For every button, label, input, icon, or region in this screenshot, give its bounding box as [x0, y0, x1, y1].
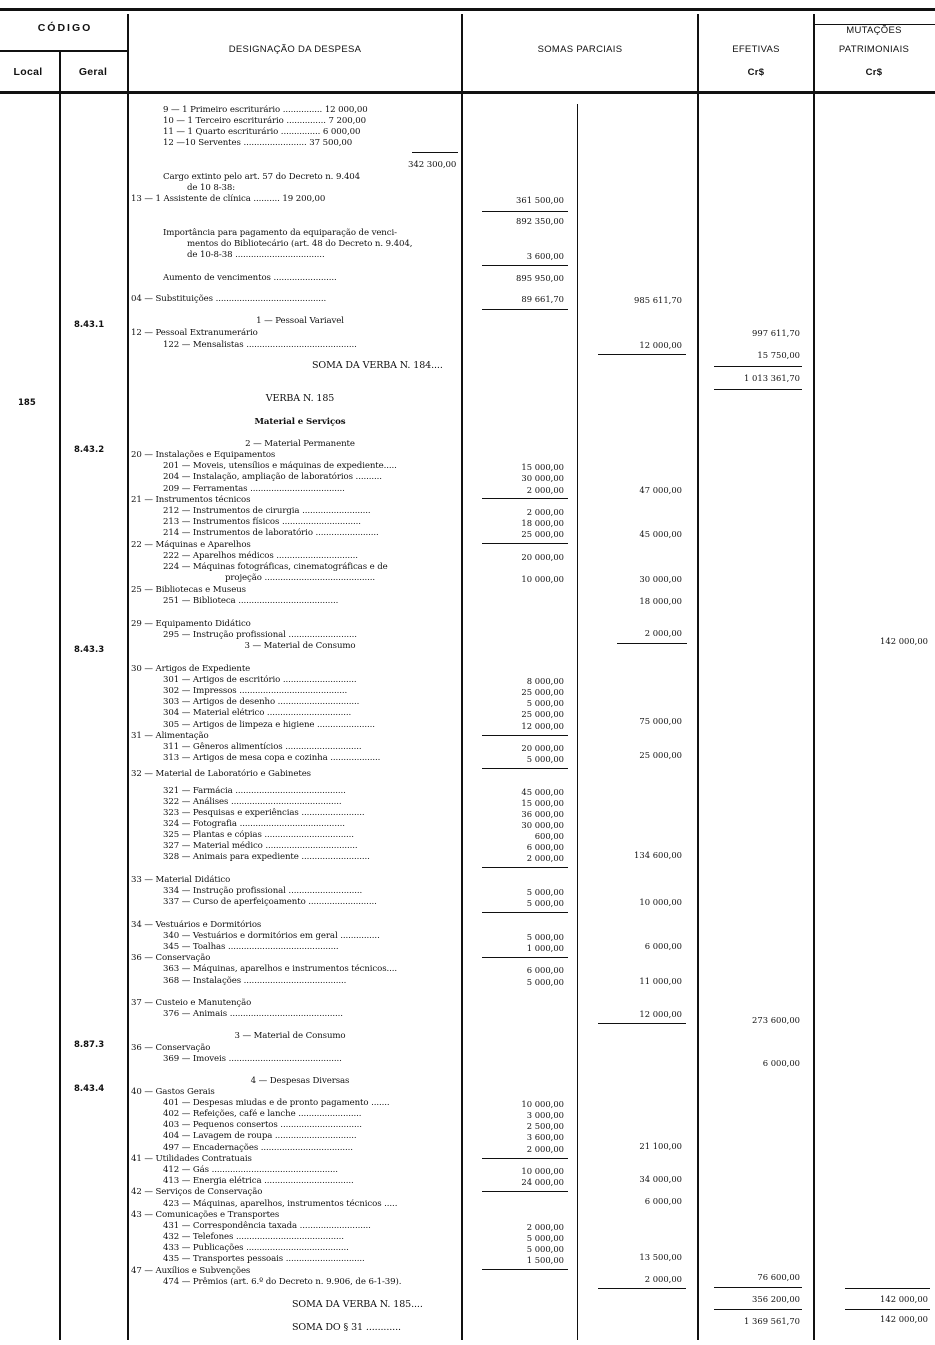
parcial-value: 2 000,00 — [526, 507, 564, 517]
line-item: 42 — Serviços de Conservação — [131, 1187, 263, 1197]
line-item: Aumento de vencimentos ........................ — [163, 273, 337, 283]
line-item: projeção .......................................... — [225, 573, 376, 583]
header-local: Local — [13, 66, 43, 78]
parcial-rule — [482, 735, 568, 736]
parcial-value: 6 000,00 — [526, 842, 564, 852]
line-item: 340 — Vestuários e dormitórios em geral ............... — [163, 931, 380, 941]
parcial-value: 1 500,00 — [526, 1255, 564, 1265]
line-item: Cargo extinto pelo art. 57 do Decreto n. 9.404 — [163, 172, 361, 182]
line-item: 12 — Pessoal Extranumerário — [131, 328, 258, 338]
line-item: 474 — Prêmios (art. 6.º do Decreto n. 9.906, de 6-1-39). — [163, 1277, 402, 1287]
header-efetivas-unit: Cr$ — [747, 67, 765, 78]
line-item: 122 — Mensalistas .......................................... — [163, 340, 357, 350]
line-item: 301 — Artigos de escritório ............................ — [163, 675, 357, 685]
parcial-value: 361 500,00 — [516, 195, 564, 205]
line-item: 423 — Máquinas, aparelhos, instrumentos técnicos ..... — [163, 1199, 398, 1209]
geral-code: 8.87.3 — [74, 1040, 105, 1050]
line-item: 22 — Máquinas e Aparelhos — [131, 540, 251, 550]
parcial-value: 895 950,00 — [516, 273, 564, 283]
efetiva-rule — [714, 1309, 802, 1310]
parcial-value: 5 000,00 — [526, 977, 564, 987]
line-item: 29 — Equipamento Didático — [131, 619, 251, 629]
subtotal-value: 34 000,00 — [639, 1174, 682, 1184]
subtotal-value: 2 000,00 — [644, 1274, 682, 1284]
parcial-rule — [482, 211, 568, 212]
col-sep-somas-efetivas — [697, 14, 699, 1340]
parcial-value: 36 000,00 — [521, 809, 564, 819]
line-item: 401 — Despesas miudas e de pronto pagamento ....... — [163, 1098, 390, 1108]
parcial-value: 2 500,00 — [526, 1121, 564, 1131]
line-item: 431 — Correspondência taxada ........................... — [163, 1221, 371, 1231]
line-item: 402 — Refeições, café e lanche ........................ — [163, 1109, 362, 1119]
header-codigo: CÓDIGO — [37, 22, 93, 34]
parcial-value: 2 000,00 — [526, 1144, 564, 1154]
line-item: 212 — Instrumentos de cirurgia .......................... — [163, 506, 371, 516]
parcial-value: 25 000,00 — [521, 529, 564, 539]
line-item: 41 — Utilidades Contratuais — [131, 1154, 252, 1164]
subtotal-value: 75 000,00 — [639, 716, 682, 726]
line-item: 302 — Impressos ......................................... — [163, 686, 348, 696]
subtotal-value: 11 000,00 — [639, 976, 682, 986]
parcial-rule — [482, 1191, 568, 1192]
line-item: 432 — Telefones ......................................... — [163, 1232, 344, 1242]
line-item: 412 — Gás ................................................ — [163, 1165, 338, 1175]
parcial-value: 10 000,00 — [521, 1166, 564, 1176]
line-item: 363 — Máquinas, aparelhos e instrumentos técnicos.... — [163, 964, 398, 974]
parcial-rule — [482, 1269, 568, 1270]
line-item: 213 — Instrumentos físicos .............................. — [163, 517, 361, 527]
parcial-value: 5 000,00 — [526, 898, 564, 908]
geral-code: 8.43.2 — [74, 445, 105, 455]
header-somas-parciais: SOMAS PARCIAIS — [537, 44, 623, 55]
header-mutacoes-1: MUTAÇÕES — [846, 25, 902, 36]
line-item: 12 —10 Serventes ........................ 37 500,00 — [163, 138, 353, 148]
subtotal-rule — [598, 1023, 686, 1024]
subtotal-value: 6 000,00 — [644, 941, 682, 951]
line-item: de 10 8-38: — [187, 183, 236, 193]
parcial-value: 25 000,00 — [521, 709, 564, 719]
line-item: 327 — Material médico ................................... — [163, 841, 358, 851]
line-item: de 10-8-38 .................................. — [187, 250, 325, 260]
line-item: 32 — Material de Laboratório e Gabinetes — [131, 769, 311, 779]
line-item: 404 — Lavagem de roupa ............................... — [163, 1131, 357, 1141]
line-item: 251 — Biblioteca ...................................... — [163, 596, 339, 606]
line-item: 222 — Aparelhos médicos ............................... — [163, 551, 358, 561]
line-item: 04 — Substituições .......................................... — [131, 294, 327, 304]
parcial-value: 1 000,00 — [526, 943, 564, 953]
parcial-value: 2 000,00 — [526, 853, 564, 863]
line-item: 403 — Pequenos consertos ............................... — [163, 1120, 362, 1130]
col-sep-desig-somas — [461, 14, 463, 1340]
line-item: 37 — Custeio e Manutenção — [131, 998, 252, 1008]
subtotal-value: 30 000,00 — [639, 574, 682, 584]
header-mutacoes-unit: Cr$ — [865, 67, 883, 78]
line-item: 25 — Bibliotecas e Museus — [131, 585, 246, 595]
parcial-value: 2 000,00 — [526, 1222, 564, 1232]
header-geral: Geral — [78, 66, 108, 78]
line-item: 376 — Animais ........................................... — [163, 1009, 343, 1019]
line-item: 311 — Gêneros alimentícios ............................. — [163, 742, 362, 752]
line-item: 295 — Instrução profissional .......................... — [163, 630, 357, 640]
subtotal-value: 6 000,00 — [644, 1196, 682, 1206]
line-item: 334 — Instrução profissional ............................ — [163, 886, 363, 896]
section-title: 2 — Material Permanente — [245, 439, 355, 449]
line-item: 9 — 1 Primeiro escriturário ............... 12 000,00 — [163, 105, 368, 115]
mutacao-value: 142 000,00 — [880, 1294, 928, 1304]
local-code: 185 — [18, 398, 36, 408]
line-item: 40 — Gastos Gerais — [131, 1087, 215, 1097]
parcial-value: 892 350,00 — [516, 216, 564, 226]
parcial-value: 5 000,00 — [526, 698, 564, 708]
line-item: 43 — Comunicações e Transportes — [131, 1210, 280, 1220]
line-item: 30 — Artigos de Expediente — [131, 664, 251, 674]
line-item: 209 — Ferramentas .................................... — [163, 484, 345, 494]
parcial-value: 5 000,00 — [526, 932, 564, 942]
line-item: 305 — Artigos de limpeza e higiene ...................... — [163, 720, 375, 730]
line-item: 34 — Vestuários e Dormitórios — [131, 920, 262, 930]
efetiva-value: 1 369 561,70 — [744, 1316, 800, 1326]
subtotal-value: 134 600,00 — [634, 850, 682, 860]
subtotal-value: 45 000,00 — [639, 529, 682, 539]
line-item: 36 — Conservação — [131, 953, 211, 963]
line-item: 204 — Instalação, ampliação de laboratórios .......... — [163, 472, 382, 482]
parcial-value: 20 000,00 — [521, 552, 564, 562]
line-item: mentos do Bibliotecário (art. 48 do Decreto n. 9.404, — [187, 239, 413, 249]
header-mutacoes-2: PATRIMONIAIS — [838, 44, 910, 55]
section-title: 3 — Material de Consumo — [244, 641, 356, 651]
line-item: 304 — Material elétrico ................................ — [163, 708, 352, 718]
parcial-value: 89 661,70 — [521, 294, 564, 304]
parcial-value: 15 000,00 — [521, 798, 564, 808]
efetiva-value: 76 600,00 — [757, 1272, 800, 1282]
subtotal-value: 10 000,00 — [639, 897, 682, 907]
subtotal-rule — [617, 643, 687, 644]
line-item: 413 — Energia elétrica .................................. — [163, 1176, 354, 1186]
line-item: 10 — 1 Terceiro escriturário ............... 7 200,00 — [163, 116, 366, 126]
parcial-rule — [482, 867, 568, 868]
line-item: 11 — 1 Quarto escriturário ............... 6 000,00 — [163, 127, 361, 137]
line-item: 497 — Encadernações ................................... — [163, 1143, 353, 1153]
line-item: 328 — Animais para expediente .......................... — [163, 852, 370, 862]
parcial-value: 8 000,00 — [526, 676, 564, 686]
line-item: Importância para pagamento da equiparação de venci- — [163, 228, 397, 238]
parcial-value: 10 000,00 — [521, 1099, 564, 1109]
parcial-rule — [482, 543, 568, 544]
subtotal-value: 25 000,00 — [639, 750, 682, 760]
parcial-value: 5 000,00 — [526, 1233, 564, 1243]
line-item: 324 — Fotografia ........................................ — [163, 819, 345, 829]
parcial-value: 3 000,00 — [526, 1110, 564, 1120]
subtotal-value: 21 100,00 — [639, 1141, 682, 1151]
mutacao-value: 142 000,00 — [880, 636, 928, 646]
subtotal-value: 47 000,00 — [639, 485, 682, 495]
parcial-value: 3 600,00 — [526, 251, 564, 261]
parcial-rule — [482, 498, 568, 499]
parcial-value: 18 000,00 — [521, 518, 564, 528]
parcial-rule — [482, 265, 568, 266]
parcial-value: 5 000,00 — [526, 1244, 564, 1254]
mutacao-rule — [845, 1288, 930, 1289]
line-item: 313 — Artigos de mesa copa e cozinha ................... — [163, 753, 381, 763]
efetiva-value: 997 611,70 — [752, 328, 800, 338]
line-item: 201 — Moveis, utensílios e máquinas de expediente..... — [163, 461, 397, 471]
parcial-value: 2 000,00 — [526, 485, 564, 495]
line-item: 321 — Farmácia .......................................... — [163, 786, 346, 796]
col-sep-efetivas-mutacoes — [813, 14, 815, 1340]
efetiva-value: 6 000,00 — [762, 1058, 800, 1068]
parcial-value: 25 000,00 — [521, 687, 564, 697]
subtotal-value: 2 000,00 — [644, 628, 682, 638]
line-item: 435 — Transportes pessoais .............................. — [163, 1254, 365, 1264]
parcial-value: 5 000,00 — [526, 754, 564, 764]
parcial-value: 600,00 — [534, 831, 564, 841]
subtotal-rule — [598, 1288, 686, 1289]
subtotal-value: 12 000,00 — [639, 1009, 682, 1019]
line-item: 368 — Instalações ....................................... — [163, 976, 347, 986]
parcial-rule — [482, 957, 568, 958]
section-title: 4 — Despesas Diversas — [250, 1076, 350, 1086]
geral-code: 8.43.4 — [74, 1084, 105, 1094]
line-item: 325 — Plantas e cópias .................................. — [163, 830, 354, 840]
line-item: 20 — Instalações e Equipamentos — [131, 450, 276, 460]
parcial-value: 20 000,00 — [521, 743, 564, 753]
subtotal-value: 985 611,70 — [634, 295, 682, 305]
line-item: 31 — Alimentação — [131, 731, 209, 741]
parcial-value: 12 000,00 — [521, 721, 564, 731]
line-item: 322 — Análises .......................................... — [163, 797, 342, 807]
line-item: 323 — Pesquisas e experiências ........................ — [163, 808, 365, 818]
line-item: 337 — Curso de aperfeiçoamento .......................... — [163, 897, 377, 907]
codigo-split-rule — [0, 50, 127, 52]
soma-paragrafo: SOMA DO § 31 ............ — [292, 1322, 401, 1333]
section-title: 3 — Material de Consumo — [234, 1031, 346, 1041]
line-item: 21 — Instrumentos técnicos — [131, 495, 251, 505]
line-item: 345 — Toalhas .......................................... — [163, 942, 339, 952]
line-item: 342 300,00 — [408, 160, 457, 170]
soma-verba-185: SOMA DA VERBA N. 185.... — [292, 1299, 423, 1310]
line-item: 33 — Material Didático — [131, 875, 231, 885]
parcial-value: 3 600,00 — [526, 1132, 564, 1142]
parcial-rule — [482, 309, 568, 310]
subtotal-rule — [598, 354, 686, 355]
parcial-value: 24 000,00 — [521, 1177, 564, 1187]
mutacao-rule — [845, 1309, 930, 1310]
verba-title: VERBA N. 185 — [265, 393, 335, 404]
subtotal-value: 18 000,00 — [639, 596, 682, 606]
section-title: 1 — Pessoal Variavel — [256, 316, 344, 326]
parcial-value: 15 000,00 — [521, 462, 564, 472]
parcial-value: 30 000,00 — [521, 473, 564, 483]
soma-verba-184: SOMA DA VERBA N. 184.... — [312, 360, 443, 371]
geral-code: 8.43.1 — [74, 320, 105, 330]
subtotal-value: 12 000,00 — [639, 340, 682, 350]
parcial-value: 6 000,00 — [526, 965, 564, 975]
line-item: 13 — 1 Assistente de clínica .......... 19 200,00 — [131, 194, 326, 204]
efetiva-rule — [714, 389, 802, 390]
efetiva-value: 1 013 361,70 — [744, 373, 800, 383]
verba-subtitle: Material e Serviços — [254, 417, 346, 427]
parcial-value: 10 000,00 — [521, 574, 564, 584]
parcial-value: 45 000,00 — [521, 787, 564, 797]
parcial-rule — [482, 1158, 568, 1159]
col-sep-geral-desig — [127, 14, 129, 1340]
line-item: 369 — Imoveis ........................................... — [163, 1054, 342, 1064]
header-designacao: DESIGNAÇÃO DA DESPESA — [228, 44, 362, 55]
col-sep-local-geral — [59, 50, 61, 1340]
parcial-rule — [482, 912, 568, 913]
efetiva-value: 273 600,00 — [752, 1015, 800, 1025]
efetiva-rule — [714, 1287, 802, 1288]
line-item: 36 — Conservação — [131, 1043, 211, 1053]
mutacao-value: 142 000,00 — [880, 1314, 928, 1324]
parcial-value: 5 000,00 — [526, 887, 564, 897]
line-item: 214 — Instrumentos de laboratório ........................ — [163, 528, 379, 538]
parcial-rule — [482, 768, 568, 769]
line-item: 433 — Publicações ....................................... — [163, 1243, 349, 1253]
line-item: 224 — Máquinas fotográficas, cinematográficas e de — [163, 562, 388, 572]
efetiva-value: 15 750,00 — [757, 350, 800, 360]
efetiva-rule — [714, 366, 802, 367]
subtotal-value: 13 500,00 — [639, 1252, 682, 1262]
top-rule — [0, 8, 935, 11]
parcial-value: 30 000,00 — [521, 820, 564, 830]
header-efetivas: EFETIVAS — [732, 44, 780, 55]
efetiva-value: 356 200,00 — [752, 1294, 800, 1304]
header-bottom-rule — [0, 91, 935, 94]
subtotal-rule — [412, 152, 458, 153]
inner-sep-somas — [577, 104, 578, 1340]
line-item: 303 — Artigos de desenho ............................... — [163, 697, 360, 707]
geral-code: 8.43.3 — [74, 645, 105, 655]
line-item: 47 — Auxílios e Subvenções — [131, 1266, 251, 1276]
